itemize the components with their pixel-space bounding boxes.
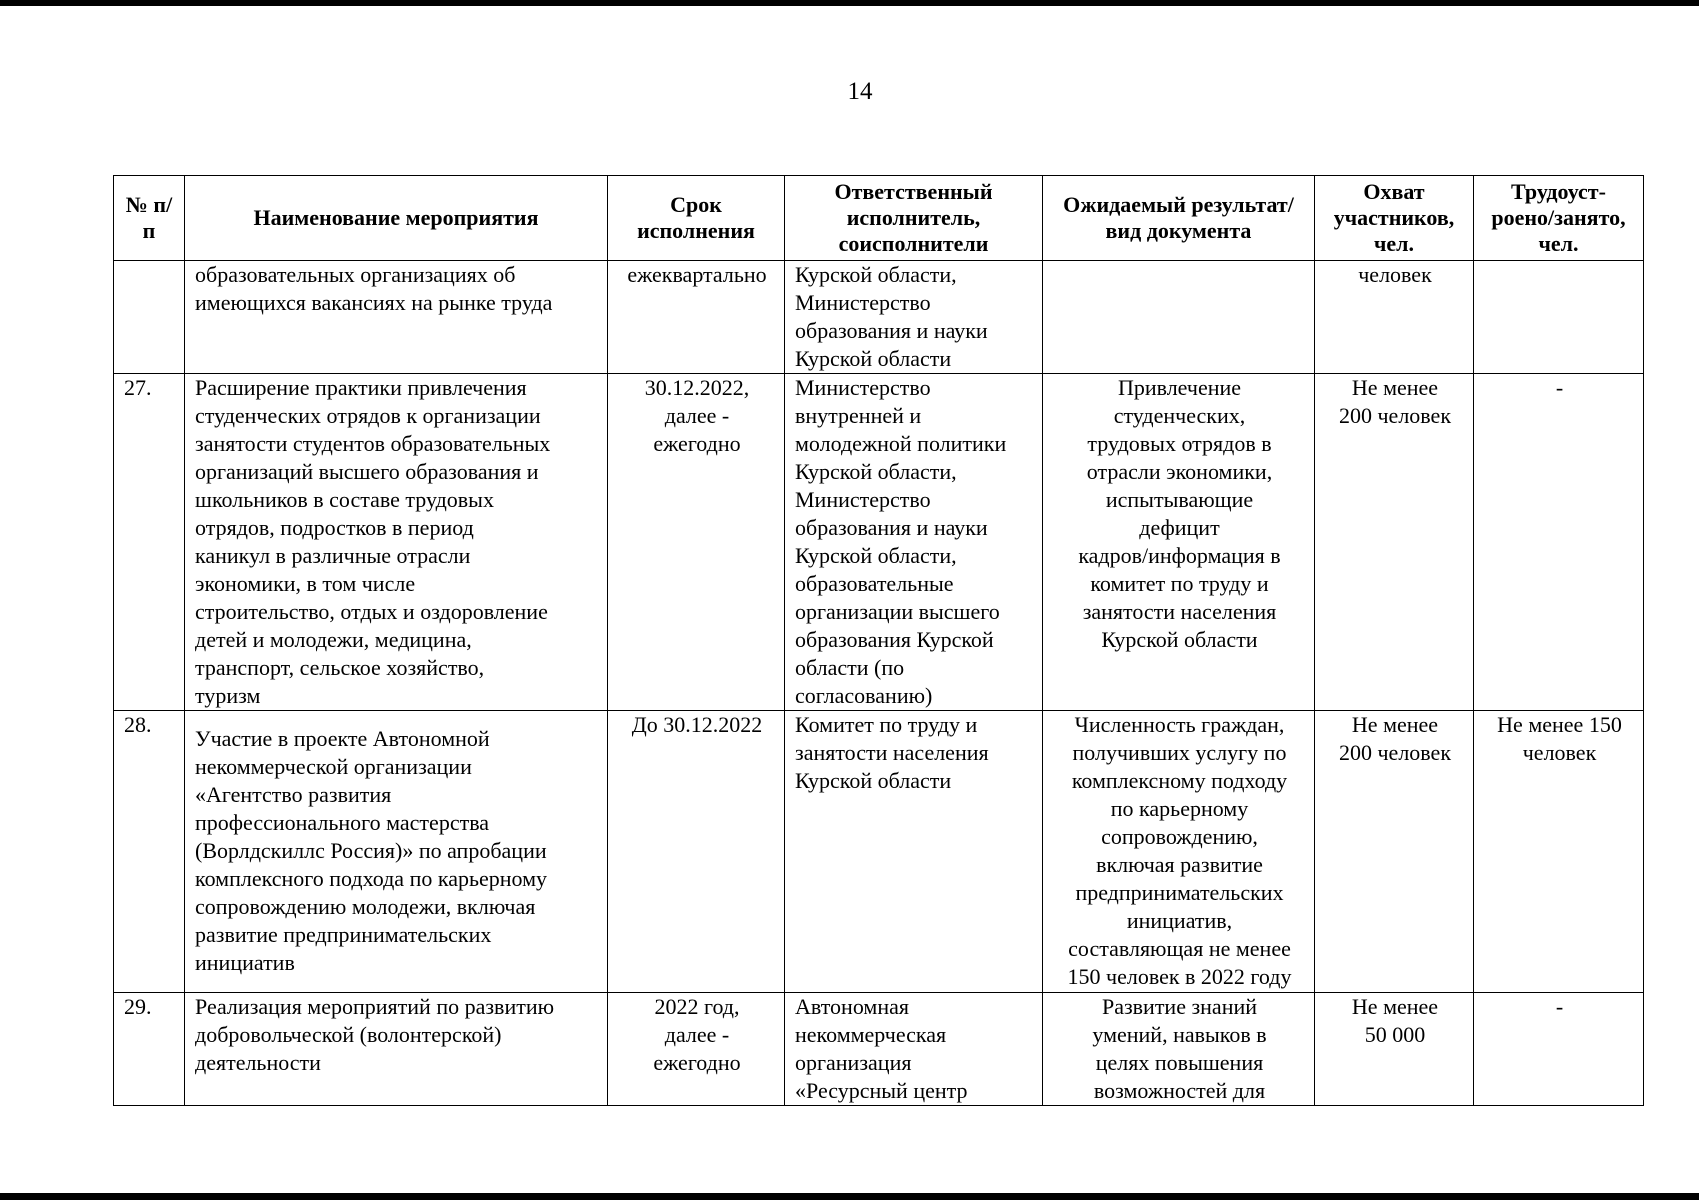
row-result: Развитие знаний умений, навыков в целях повышения возможностей для [1043,993,1315,1106]
header-employed: Трудоуст-роено/занято, чел. [1474,176,1644,261]
row-number: 29. [114,993,185,1106]
table-row [114,261,1644,374]
row-coverage: Не менее 200 человек [1315,711,1474,993]
row-coverage: человек [1315,261,1474,374]
header-name: Наименование мероприятия [185,176,608,261]
scan-edge-top [0,0,1699,6]
row-responsible: Комитет по труду и занятости населения Курской области [785,711,1043,993]
row-name: образовательных организациях об имеющихся вакансиях на рынке труда [185,261,608,374]
row-term: 2022 год, далее - ежегодно [608,993,785,1106]
row-name: Реализация мероприятий по развитию добровольческой (волонтерской) деятельности [185,993,608,1106]
table-row [114,374,1644,711]
row-number [114,261,185,374]
header-result: Ожидаемый результат/вид документа [1043,176,1315,261]
header-responsible: Ответственный исполнитель, соисполнители [785,176,1043,261]
row-coverage: Не менее 50 000 [1315,993,1474,1106]
header-coverage: Охват участников, чел. [1315,176,1474,261]
row-employed: - [1474,374,1644,711]
row-term: ежеквартально [608,261,785,374]
row-result: Привлечение студенческих, трудовых отрядов в отрасли экономики, испытывающие дефицит кадров/информация в комитет по труду и занятости населения Курской области [1043,374,1315,711]
row-employed: - [1474,993,1644,1106]
row-result: Численность граждан, получивших услугу по комплексному подходу по карьерному сопровождению, включая развитие предпринимательских инициатив, составляющая не менее 150 человек в 2022 году [1043,711,1315,993]
row-term: До 30.12.2022 [608,711,785,993]
row-number: 28. [114,711,185,993]
row-number: 27. [114,374,185,711]
row-responsible: Министерство внутренней и молодежной политики Курской области, Министерство образования и науки Курской области, образовательные организации высшего образования Курской области (по согласованию) [785,374,1043,711]
table-header-row [114,176,1644,261]
page-number: 14 [847,78,873,105]
row-name: Расширение практики привлечения студенческих отрядов к организации занятости студентов образовательных организаций высшего образования и школьников в составе трудовых отрядов, подростков в период каникул в различные отрасли экономики, в том числе строительство, отдых и оздоровление детей и молодежи, медицина, транспорт, сельское хозяйство, туризм [185,374,608,711]
row-term: 30.12.2022, далее - ежегодно [608,374,785,711]
row-result [1043,261,1315,374]
action-plan-table [113,175,1644,1106]
scan-edge-bottom [0,1193,1699,1200]
header-number: № п/п [114,176,185,261]
header-term: Срок исполнения [608,176,785,261]
row-responsible: Курской области, Министерство образования и науки Курской области [785,261,1043,374]
row-coverage: Не менее 200 человек [1315,374,1474,711]
row-employed [1474,261,1644,374]
row-name: Участие в проекте Автономной некоммерческой организации «Агентство развития профессионального мастерства (Ворлдскиллс Россия)» по апробации комплексного подхода по карьерному сопровождению молодежи, включая развитие предпринимательских инициатив [185,711,608,993]
row-employed: Не менее 150 человек [1474,711,1644,993]
row-responsible: Автономная некоммерческая организация «Ресурсный центр [785,993,1043,1106]
table-row [114,711,1644,993]
table-row [114,993,1644,1106]
